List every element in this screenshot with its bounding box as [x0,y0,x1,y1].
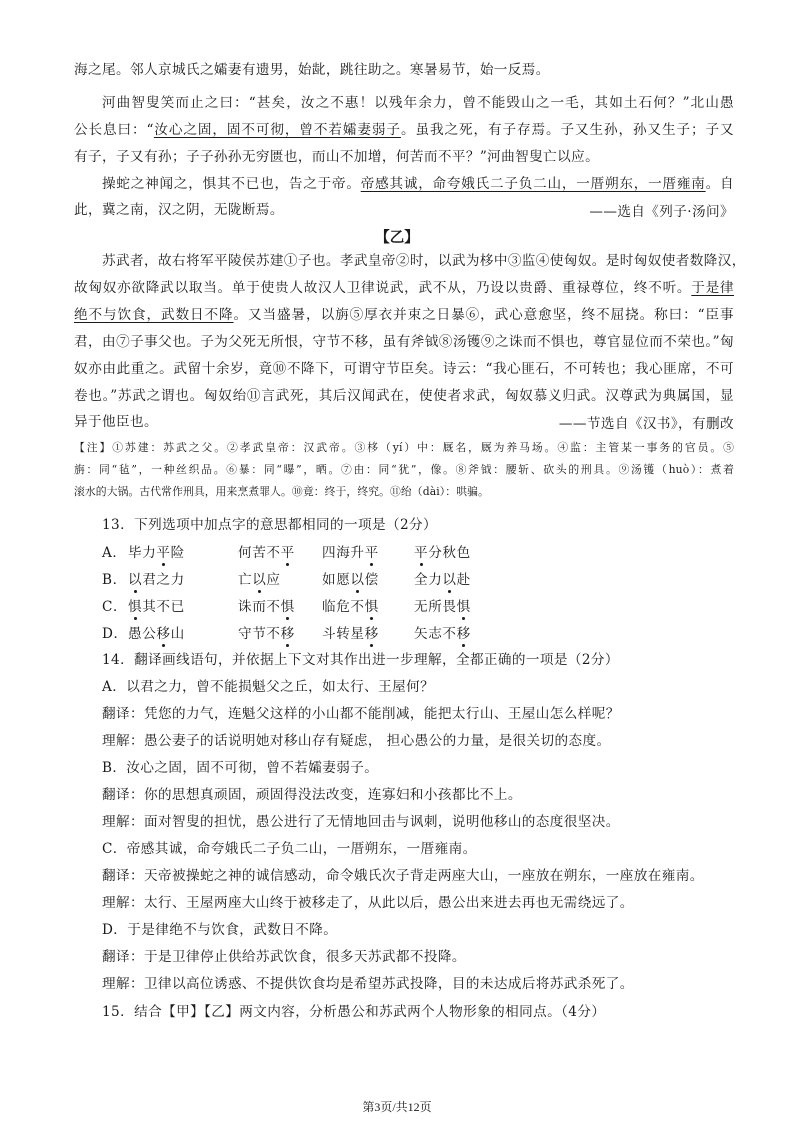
phrase-char: 矢 [414,626,429,642]
option-label: A． [102,545,127,561]
phrase-char: 诛 [238,599,253,615]
phrase-char: 应 [266,572,281,588]
passage-b-line: 奴亦由此重之。武留十余岁，竟⑩不降下，可谓守节臣矣。诗云：“我心匪石，不可转也；我心匪席，不可 [74,361,734,377]
passage-a-line [74,120,734,140]
option-phrase [322,622,379,642]
phrase-char: 不 [156,599,171,615]
phrase-char: 惧 [456,599,471,615]
phrase-char: 分 [428,545,443,561]
phrase-char: 何 [238,545,253,561]
option-phrase [238,622,295,642]
phrase-char: 不 [442,626,457,642]
phrase-char: 临 [322,599,337,615]
option-a-sentence: A．以君之力，曾不能损魁父之丘，如太行、王屋何？ [102,679,435,695]
question-13-option-row [102,568,602,588]
passage-b-line: 苏武者，故右将军平陵侯苏建①子也。孝武皇帝②时，以武为栘中③监④使匈奴。是时匈奴使者数降汉， [102,253,746,269]
phrase-char: 海 [336,545,351,561]
phrase-char: 其 [142,599,157,615]
option-phrase [128,541,185,561]
phrase-char: 力 [170,572,185,588]
passage-a-line: 此，冀之南，汉之阴，无陇断焉。 [74,202,284,218]
option-c-understanding: 理解：太行、王屋两座大山终于被移走了，从此以后，愚公出来进去再也无需绕远了。 [102,895,634,911]
phrase-char: 赴 [456,572,471,588]
passage-a-text: 。虽我之死，有子存焉。子又生孙，孙又生子；子又 [400,122,734,138]
phrase-char: 不 [266,626,281,642]
phrase-char: 星 [350,626,365,642]
phrase-char: 平 [364,545,379,561]
phrase-char: 力 [428,572,443,588]
option-label: C． [102,599,128,615]
page-number: 第3页/共12页 [362,1100,432,1114]
option-a-understanding: 理解：愚公妻子的话说明她对移山存有疑虑， 担心愚公的力量，是很关切的态度。 [102,733,611,749]
phrase-char: 惧 [128,599,143,615]
underlined-sentence: 绝不与饮食，武数日不降 [74,307,234,323]
option-d-understanding: 理解：卫律以高位诱惑、不提供饮食均是希望苏武投降，目的未达成后将苏武杀死了。 [102,976,634,992]
phrase-char: 畏 [442,599,457,615]
question-13-option-row [102,622,602,642]
passage-b-line: 卷也。”苏武之谓也。匈奴绐⑪言武死，其后汉闻武在，使使者求武，匈奴慕义归武。汉尊武为典属国，显 [74,388,734,404]
passage-a-line: 有子，子又有孙；子子孙孙无穷匮也，而山不加增，何苦而不平？”河曲智叟亡以应。 [74,149,600,165]
phrase-char: 偿 [364,572,379,588]
passage-b-line: 君，由⑦子事父也。子为父死无所恨，守节不移，虽有斧钺⑧汤镬⑨之诛而不惧也，尊官显位而不荣也。”匈 [74,334,734,350]
option-phrase [128,595,185,615]
question-14-stem: 14．翻译画线语句，并依据上下文对其作出进一步理解，全都正确的一项是（2分） [102,652,619,668]
phrase-char: 移 [456,626,471,642]
phrase-char: 转 [336,626,351,642]
option-phrase [238,595,295,615]
phrase-char: 色 [456,545,471,561]
phrase-char: 力 [142,545,157,561]
option-c-sentence: C．帝感其诚，命夸娥氏二子负二山，一厝朔东，一厝雍南。 [102,841,477,857]
phrase-char: 移 [364,626,379,642]
option-phrase [238,568,281,588]
option-phrase [414,622,471,642]
phrase-char: 而 [252,599,267,615]
phrase-char: 平 [414,545,429,561]
phrase-char: 已 [170,599,185,615]
phrase-char: 以 [350,572,365,588]
question-15-stem: 15．结合【甲】【乙】两文内容，分析愚公和苏武两个人物形象的相同点。（4分） [102,1004,606,1020]
option-b-understanding: 理解：面对智叟的担忧，愚公进行了无情地回击与讽刺，说明他移山的态度很坚决。 [102,814,620,830]
passage-a-line [102,174,734,194]
phrase-char: 四 [322,545,337,561]
passage-a-text: 。自 [705,176,734,192]
phrase-char: 山 [170,626,185,642]
option-label: B． [102,572,127,588]
passage-b-text: 故匈奴亦欲降武以取当。单于使贵人故汉人卫律说武，武不从，乃设以贵爵、重禄尊位，终不听。 [74,280,692,296]
phrase-char: 君 [142,572,157,588]
question-13-stem: 13．下列选项中加点字的意思都相同的一项是（2分） [102,517,438,533]
option-a-translation: 翻译：凭您的力气，连魁父这样的小山都不能削减，能把太行山、王屋山怎么样呢？ [102,706,620,722]
phrase-char: 苦 [252,545,267,561]
option-phrase [322,541,379,561]
passage-a-text: 操蛇之神闻之，惧其不已也，告之于帝。 [102,176,361,192]
passage-a-line: 海之尾。邻人京城氏之孀妻有遗男，始龀，跳往助之。寒暑易节，始一反焉。 [74,62,550,78]
underlined-sentence: 于是律 [691,280,735,296]
option-phrase [128,568,185,588]
question-13-option-row [102,595,602,615]
phrase-char: 以 [442,572,457,588]
phrase-char: 所 [428,599,443,615]
phrase-char: 升 [350,545,365,561]
source-citation: ——选自《列子·汤问》 [589,204,734,220]
phrase-char: 愿 [336,572,351,588]
option-b-sentence: B．汝心之固，固不可彻，曾不若孀妻弱子。 [102,760,379,776]
phrase-char: 节 [252,626,267,642]
option-phrase [414,568,471,588]
phrase-char: 移 [156,626,171,642]
option-phrase [414,595,471,615]
option-phrase [322,595,379,615]
option-c-translation: 翻译：天帝被操蛇之神的诚信感动，命令娥氏次子背走两座大山，一座放在朔东，一座放在雍南。 [102,868,704,884]
phrase-char: 不 [266,599,281,615]
phrase-char: 险 [170,545,185,561]
phrase-char: 危 [336,599,351,615]
passage-a-text: 公长息曰：“ [74,122,154,138]
passage-b-heading: 【乙】 [375,230,419,246]
annotation-note: 【注】①苏建：苏武之父。②孝武皇帝：汉武帝。③栘（yí）中：厩名，厩为养马场。④监：主管某一事务的官员。⑤ [74,441,734,454]
option-phrase [414,541,471,561]
phrase-char: 亡 [238,572,253,588]
phrase-char: 守 [238,626,253,642]
question-13-option-row [102,541,602,561]
annotation-note: 滚水的大锅。古代常作刑具，用来烹煮罪人。⑩竟：终于，终究。⑪绐（dài）：哄骗。 [74,485,489,498]
phrase-char: 以 [128,572,143,588]
option-d-translation: 翻译：于是卫律停止供给苏武饮食，很多天苏武都不投降。 [102,949,466,965]
phrase-char: 之 [156,572,171,588]
phrase-char: 惧 [364,599,379,615]
phrase-char: 志 [428,626,443,642]
phrase-char: 移 [280,626,295,642]
phrase-char: 如 [322,572,337,588]
option-phrase [128,622,185,642]
annotation-note: 旃：同“毡”，一种丝织品。⑥暴：同“曝”，晒。⑦由：同“犹”，像。⑧斧钺：腰斩、砍头的刑具。⑨汤镬（huò）：煮着 [74,463,734,476]
passage-b-line: 异于他臣也。 [74,414,158,430]
phrase-char: 平 [156,545,171,561]
option-phrase [322,568,379,588]
phrase-char: 秋 [442,545,457,561]
phrase-char: 不 [350,599,365,615]
option-label: D． [102,626,128,642]
passage-b-line [74,305,734,325]
option-b-translation: 翻译：你的思想真顽固，顽固得没法改变，连寡妇和小孩都比不上。 [102,787,522,803]
phrase-char: 斗 [322,626,337,642]
option-phrase [238,541,295,561]
phrase-char: 无 [414,599,429,615]
phrase-char: 毕 [128,545,143,561]
passage-a-line: 河曲智叟笑而止之曰：“甚矣，汝之不惠！以残年余力，曾不能毁山之一毛，其如土石何？”北山愚 [102,95,734,111]
phrase-char: 全 [414,572,429,588]
phrase-char: 愚 [128,626,143,642]
phrase-char: 以 [252,572,267,588]
phrase-char: 惧 [280,599,295,615]
phrase-char: 平 [280,545,295,561]
phrase-char: 公 [142,626,157,642]
underlined-sentence: 汝心之固，固不可彻，曾不若孀妻弱子 [153,122,401,138]
passage-b-line [74,278,734,298]
source-citation: ——节选自《汉书》，有删改 [558,416,734,432]
underlined-sentence: 帝感其诚，命夸娥氏二子负二山，一厝朔东，一厝雍南 [360,176,706,192]
phrase-char: 不 [266,545,281,561]
option-d-sentence: D．于是律绝不与饮食，武数日不降。 [102,922,338,938]
passage-b-text: 。又当盛暑，以旃⑤厚衣并束之日暴⑥，武心意愈坚，终不屈挠。称曰：“臣事 [233,307,734,323]
